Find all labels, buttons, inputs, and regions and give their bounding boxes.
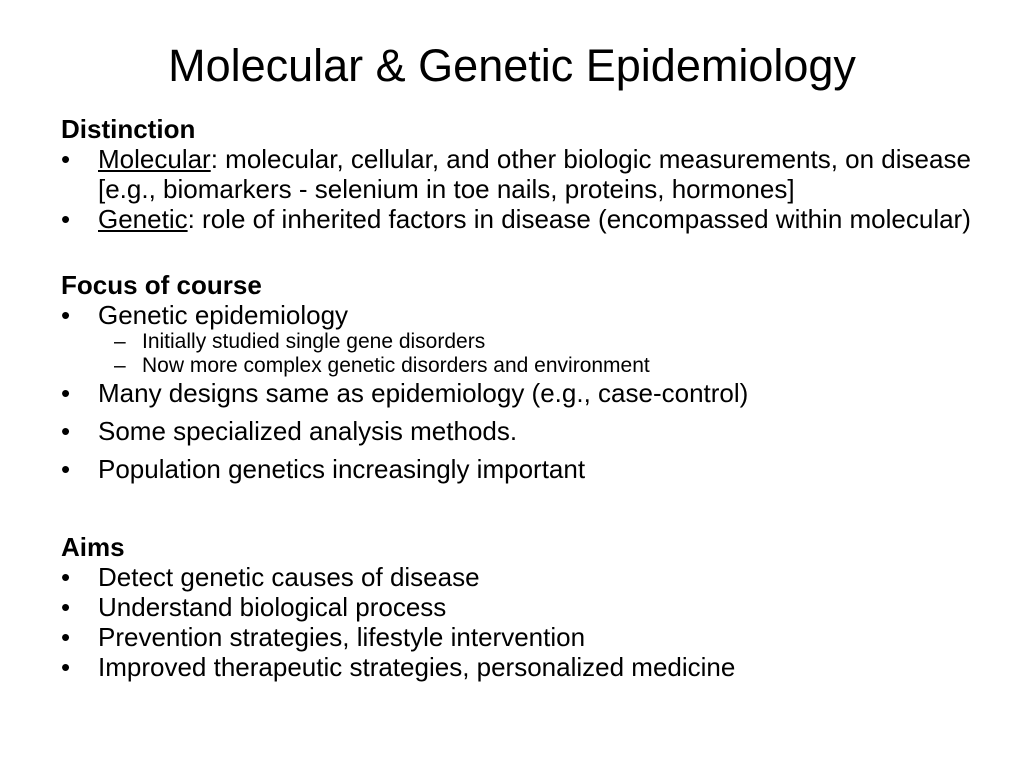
bullet-text: Genetic epidemiology xyxy=(98,300,349,330)
bullet-text: Improved therapeutic strategies, personalized medicine xyxy=(98,652,736,682)
bullet-glyph: • xyxy=(61,300,71,330)
bullet-item-aim-understand xyxy=(61,592,1011,622)
bullet-glyph: • xyxy=(61,622,71,652)
bullet-item-aim-therapeutic xyxy=(61,652,1011,682)
section-heading-distinction: Distinction xyxy=(61,114,196,144)
term-genetic: Genetic xyxy=(98,204,188,234)
section-heading-focus: Focus of course xyxy=(61,270,262,300)
definition-genetic: : role of inherited factors in disease (encompassed within molecular) xyxy=(187,204,971,234)
bullet-item-designs xyxy=(61,378,1011,408)
bullet-item-genetic xyxy=(61,204,1011,234)
bullet-text: Understand biological process xyxy=(98,592,447,622)
bullet-item-analysis-methods xyxy=(61,416,1011,446)
bullet-glyph: • xyxy=(61,592,71,622)
bullet-item-aim-detect xyxy=(61,562,1011,592)
bullet-glyph: • xyxy=(61,454,71,484)
bullet-item-aim-prevention xyxy=(61,622,1011,652)
bullet-text: Many designs same as epidemiology (e.g., case-control) xyxy=(98,378,749,408)
bullet-text: Population genetics increasingly important xyxy=(98,454,586,484)
bullet-glyph: • xyxy=(61,416,71,446)
sub-item-text: Initially studied single gene disorders xyxy=(142,330,486,353)
slide-title: Molecular & Genetic Epidemiology xyxy=(168,40,856,91)
bullet-text: Detect genetic causes of disease xyxy=(98,562,480,592)
bullet-item-population-genetics xyxy=(61,454,1011,484)
bullet-item-genetic-epidemiology xyxy=(61,300,1011,330)
definition-molecular: : molecular, cellular, and other biologic measurements, on disease [e.g., biomarkers - selenium in toe nails, proteins, hormones] xyxy=(98,144,971,204)
slide-body xyxy=(61,114,1011,682)
dash-glyph: – xyxy=(114,330,126,353)
bullet-glyph: • xyxy=(61,204,71,234)
bullet-glyph: • xyxy=(61,562,71,592)
bullet-glyph: • xyxy=(61,378,71,408)
sub-item-complex-disorders xyxy=(61,354,1011,378)
sub-item-text: Now more complex genetic disorders and environment xyxy=(142,354,650,377)
bullet-glyph: • xyxy=(61,652,71,682)
section-heading-aims: Aims xyxy=(61,532,125,562)
bullet-text: Prevention strategies, lifestyle intervention xyxy=(98,622,586,652)
bullet-glyph: • xyxy=(61,144,71,174)
bullet-text: Some specialized analysis methods. xyxy=(98,416,518,446)
sub-item-single-gene xyxy=(61,330,1011,354)
dash-glyph: – xyxy=(114,354,126,377)
bullet-item-molecular xyxy=(61,144,1011,204)
term-molecular: Molecular xyxy=(98,144,211,174)
